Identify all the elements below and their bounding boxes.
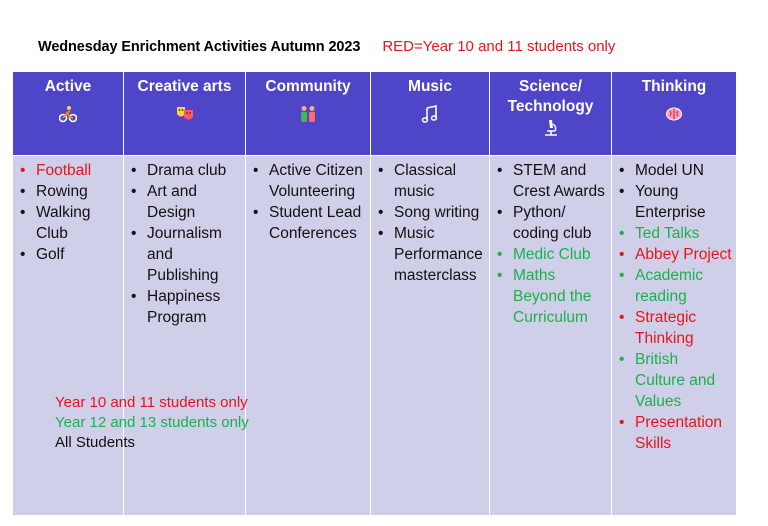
creative-arts-cell [124, 156, 246, 516]
list-item: • Football [19, 160, 119, 181]
music-cell [371, 156, 490, 516]
community-cell [246, 156, 371, 516]
list-item: • Academic reading [618, 265, 732, 307]
list-item: • British Culture and Values [618, 349, 732, 412]
header-label-line2: Technology [507, 98, 594, 115]
list-item: • Abbey Project [618, 244, 732, 265]
community-list [252, 160, 366, 244]
list-item: • Rowing [19, 181, 119, 202]
list-item: • Art and Design [130, 181, 241, 223]
active-list [19, 160, 119, 265]
activities-row [13, 156, 737, 516]
header-label: Thinking [641, 78, 707, 95]
list-item: • Happiness Program [130, 286, 241, 328]
page-title: Wednesday Enrichment Activities Autumn 2023 [38, 39, 361, 55]
color-legend [55, 393, 249, 453]
science-technology-cell [490, 156, 612, 516]
music-list [377, 160, 485, 286]
list-item: • Maths Beyond the Curriculum [496, 265, 607, 328]
title-row [38, 38, 615, 55]
legend-black: All Students [55, 434, 136, 451]
list-item: • Drama club [130, 160, 241, 181]
header-label: Active [44, 78, 92, 95]
legend-red: Year 10 and 11 students only [55, 394, 248, 411]
brain-icon [665, 105, 683, 123]
list-item: • Ted Talks [618, 223, 732, 244]
header-label-line1: Science/ [519, 78, 582, 95]
header-music [371, 72, 490, 156]
header-community [246, 72, 371, 156]
list-item: • Strategic Thinking [618, 307, 732, 349]
list-item: • Song writing [377, 202, 485, 223]
header-label: Community [265, 78, 351, 95]
microscope-icon [542, 119, 560, 137]
cyclist-icon [59, 105, 77, 123]
active-cell [13, 156, 124, 516]
thinking-list [618, 160, 732, 454]
header-row [13, 72, 737, 156]
list-item: • STEM and Crest Awards [496, 160, 607, 202]
thinking-cell [612, 156, 737, 516]
list-item: • Active Citizen Volunteering [252, 160, 366, 202]
theater-masks-icon [176, 105, 194, 123]
header-label: Music [408, 78, 452, 95]
red-key-note: RED=Year 10 and 11 students only [382, 38, 616, 55]
science-list [496, 160, 607, 328]
legend-green: Year 12 and 13 students only [55, 414, 249, 431]
list-item: • Music Performance masterclass [377, 223, 485, 286]
list-item: • Golf [19, 244, 119, 265]
list-item: • Classical music [377, 160, 485, 202]
list-item: • Journalism and Publishing [130, 223, 241, 286]
creative-arts-list [130, 160, 241, 328]
header-science-technology [490, 72, 612, 156]
header-active [13, 72, 124, 156]
list-item: • Student Lead Conferences [252, 202, 366, 244]
people-icon [299, 105, 317, 123]
list-item: • Walking Club [19, 202, 119, 244]
list-item: • Medic Club [496, 244, 607, 265]
list-item: • Model UN [618, 160, 732, 181]
list-item: • Young Enterprise [618, 181, 732, 223]
header-thinking [612, 72, 737, 156]
music-note-icon [421, 105, 439, 123]
list-item: • Python/ coding club [496, 202, 607, 244]
list-item: • Presentation Skills [618, 412, 732, 454]
header-creative-arts [124, 72, 246, 156]
header-label: Creative arts [137, 78, 232, 95]
